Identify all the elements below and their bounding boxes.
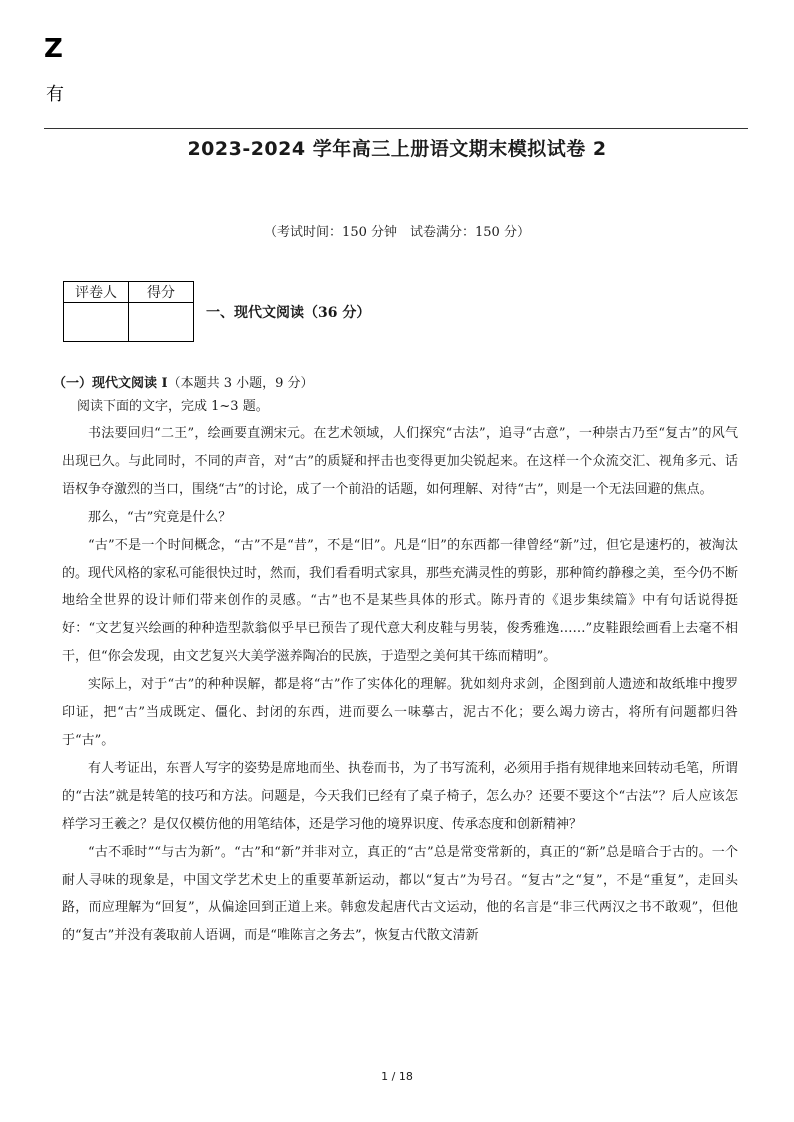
score-table-header-grader: 评卷人: [64, 282, 129, 303]
part-label: （一）现代文阅读 I: [53, 376, 168, 391]
passage-paragraph: 有人考证出，东晋人写字的姿势是席地而坐、执卷而书，为了书写流利，必须用手指有规律地来回转动毛笔，所谓的“古法”就是转笔的技巧和方法。问题是，今天我们已经有了桌子椅子，怎么办？还要不要这个“古法”？后人应该怎样学习王羲之？是仅仅模仿他的用笔结体，还是学习他的境界识度、传承态度和创新精神？: [62, 760, 739, 832]
document-title: 2023-2024 学年高三上册语文期末模拟试卷 2: [187, 138, 607, 160]
reading-passage: [62, 420, 738, 950]
corner-logo-glyph: Z: [44, 34, 63, 64]
exam-info: （考试时间：150 分钟 试卷满分：150 分）: [264, 225, 530, 240]
passage-paragraph: “古”不是一个时间概念，“古”不是“昔”，不是“旧”。凡是“旧”的东西都一律曾经“新”过，但它是速朽的，被淘汰的。现代风格的家私可能很快过时，然而，我们看看明式家具，那些充满灵性的剪影，那种简约静穆之美，至今仍不断地给全世界的设计师们带来创作的灵感。“古”也不是某些具体的形式。陈丹青的《退步集续篇》中有句话说得挺好：“文艺复兴绘画的种种造型款翁似乎早已预告了现代意大利皮鞋与男装，俊秀雅逸……”皮鞋跟绘画看上去毫不相干，但“你会发现，由文艺复兴大美学滋养陶冶的民族，于造型之美何其干练而精明”。: [62, 537, 739, 665]
part-heading: [53, 372, 314, 391]
score-table-value-row: [64, 303, 194, 342]
score-table-header-row: [64, 282, 194, 303]
score-table: [63, 281, 194, 342]
section-heading: 一、现代文阅读（36 分）: [206, 305, 371, 321]
passage-paragraph: 书法要回归“二王”，绘画要直溯宋元。在艺术领域，人们探究“古法”，追寻“古意”，一种崇古乃至“复古”的风气出现已久。与此同时，不同的声音，对“古”的质疑和抨击也变得更加尖锐起来。在这样一个众流交汇、视角多元、话语权争夺激烈的当口，围绕“古”的讨论，成了一个前沿的话题，如何理解、对待“古”，则是一个无法回避的焦点。: [62, 426, 738, 497]
corner-logo: [44, 34, 64, 112]
score-table-header-score: 得分: [129, 282, 194, 303]
corner-logo-glyph: 有: [46, 84, 64, 105]
header-rule: [44, 128, 748, 129]
part-note: （本题共 3 小题，9 分）: [167, 376, 314, 391]
passage-paragraph: 那么，“古”究竟是什么？: [88, 509, 232, 525]
passage-paragraph: “古不乖时”“与古为新”。“古”和“新”并非对立，真正的“古”总是常变常新的，真正的“新”总是暗合于古的。一个耐人寻味的现象是，中国文学艺术史上的重要革新运动，都以“复古”为号召。“复古”之“复”，不是“重复”，走回头路，而应理解为“回复”，从偏途回到正道上来。韩愈发起唐代古文运动，他的名言是“非三代两汉之书不敢观”，但他的“复古”并没有袭取前人语调，而是“唯陈言之务去”，恢复古代散文清新: [62, 844, 738, 944]
passage-paragraph: 实际上，对于“古”的种种误解，都是将“古”作了实体化的理解。犹如刻舟求剑，企图到前人遗迹和故纸堆中搜罗印证，把“古”当成既定、僵化、封闭的东西，进而要么一味摹古，泥古不化；要么竭力谤古，将所有问题都归咎于“古”。: [62, 677, 738, 748]
score-table-cell-score: [129, 303, 194, 342]
reading-instruction: 阅读下面的文字，完成 1~3 题。: [77, 399, 269, 414]
page-number: 1 / 18: [381, 1070, 413, 1083]
score-table-cell-grader: [64, 303, 129, 342]
